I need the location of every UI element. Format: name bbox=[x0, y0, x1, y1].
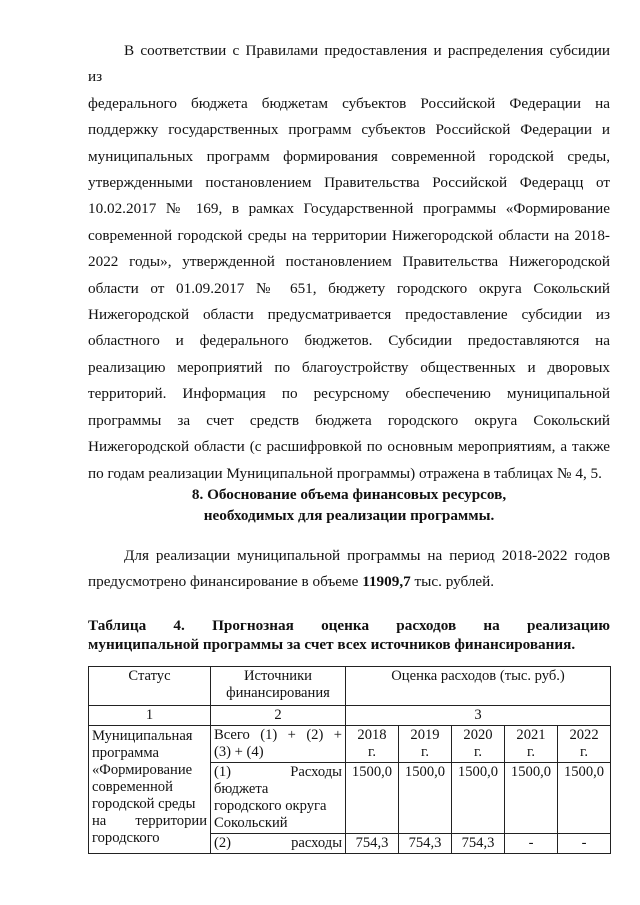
status-cell: Муниципальная программа «Формирование современной городской среды на территории городского bbox=[89, 726, 211, 854]
section-title bbox=[88, 484, 610, 526]
intro-line: федерального бюджета бюджетам субъектов Российской Федерации на bbox=[88, 94, 610, 112]
intro-line: области от 01.09.2017 № 651, бюджету городского округа Сокольский bbox=[88, 279, 610, 297]
year-cell: 2018 г. bbox=[346, 726, 399, 763]
value-cell: 1500,0 bbox=[505, 763, 558, 834]
intro-line: 2022 годы», утвержденной постановлением Правительства Нижегородской bbox=[88, 253, 610, 271]
source-total-cell: Всего (1) + (2) + (3) + (4) bbox=[211, 726, 346, 763]
table-column-numbers-row bbox=[89, 706, 611, 726]
intro-line: территорий. Информация по ресурсному обеспечению муниципальной bbox=[88, 385, 610, 403]
column-number: 2 bbox=[211, 706, 346, 726]
funding-paragraph bbox=[88, 543, 610, 596]
source-other-cell: (2) расходы bbox=[211, 834, 346, 854]
intro-line: современной городской среды на территории Нижегородской области на 2018- bbox=[88, 226, 610, 244]
column-number: 1 bbox=[89, 706, 211, 726]
section-title-line: 8. Обоснование объема финансовых ресурсов, bbox=[191, 486, 507, 503]
value-cell: 1500,0 bbox=[399, 763, 452, 834]
budget-table bbox=[88, 666, 611, 854]
intro-line: реализацию мероприятий по благоустройству общественных и дворовых bbox=[88, 358, 610, 376]
intro-paragraph bbox=[88, 38, 610, 487]
funding-line: предусмотрено финансирование в объеме 11909,7 тыс. рублей. bbox=[88, 573, 495, 591]
year-cell: 2020 г. bbox=[452, 726, 505, 763]
year-cell: 2019 г. bbox=[399, 726, 452, 763]
value-cell: 1500,0 bbox=[558, 763, 611, 834]
value-cell: - bbox=[505, 834, 558, 854]
intro-line: утвержденными постановлением Правительства Российской Федерацц от bbox=[88, 174, 610, 192]
intro-line: Нижегородской области предусматривается предоставление субсидии из bbox=[88, 306, 610, 324]
value-cell: 754,3 bbox=[452, 834, 505, 854]
value-cell: 1500,0 bbox=[452, 763, 505, 834]
value-cell: 754,3 bbox=[399, 834, 452, 854]
year-cell: 2022 г. bbox=[558, 726, 611, 763]
value-cell: 754,3 bbox=[346, 834, 399, 854]
source-city-budget-cell: (1) Расходы бюджета городского округа Сокольский bbox=[211, 763, 346, 834]
intro-line: В соответствии с Правилами предоставления и распределения субсидии из bbox=[88, 42, 610, 86]
table-caption bbox=[88, 616, 610, 654]
year-cell: 2021 г. bbox=[505, 726, 558, 763]
table-row bbox=[89, 726, 611, 763]
header-status: Статус bbox=[89, 667, 211, 706]
value-cell: - bbox=[558, 834, 611, 854]
intro-line: поддержку государственных программ субъектов Российской Федерации и bbox=[88, 121, 610, 139]
table-header-row bbox=[89, 667, 611, 706]
intro-line: Нижегородской области (с расшифровкой по основным мероприятиям, а также bbox=[88, 438, 610, 456]
intro-line: муниципальных программ формирования современной городской среды, bbox=[88, 147, 610, 165]
intro-line: программы за счет средств бюджета городского округа Сокольский bbox=[88, 411, 610, 429]
header-sources: Источники финансирования bbox=[211, 667, 346, 706]
intro-line: по годам реализации Муниципальной программы) отражена в таблицах № 4, 5. bbox=[88, 464, 602, 482]
value-cell: 1500,0 bbox=[346, 763, 399, 834]
intro-line: 10.02.2017 № 169, в рамках Государственной программы «Формирование bbox=[88, 200, 610, 218]
header-estimate: Оценка расходов (тыс. руб.) bbox=[346, 667, 611, 706]
funding-amount: 11909,7 bbox=[362, 573, 411, 591]
table-caption-line: муниципальной программы за счет всех источников финансирования. bbox=[88, 636, 576, 653]
column-number: 3 bbox=[346, 706, 611, 726]
intro-line: областного и федерального бюджетов. Субсидии предоставляются на bbox=[88, 332, 610, 350]
funding-line: Для реализации муниципальной программы на период 2018-2022 годов bbox=[124, 547, 610, 564]
section-title-line: необходимых для реализации программы. bbox=[203, 507, 495, 524]
table-caption-line: Таблица 4. Прогнозная оценка расходов на реализацию bbox=[88, 617, 610, 634]
